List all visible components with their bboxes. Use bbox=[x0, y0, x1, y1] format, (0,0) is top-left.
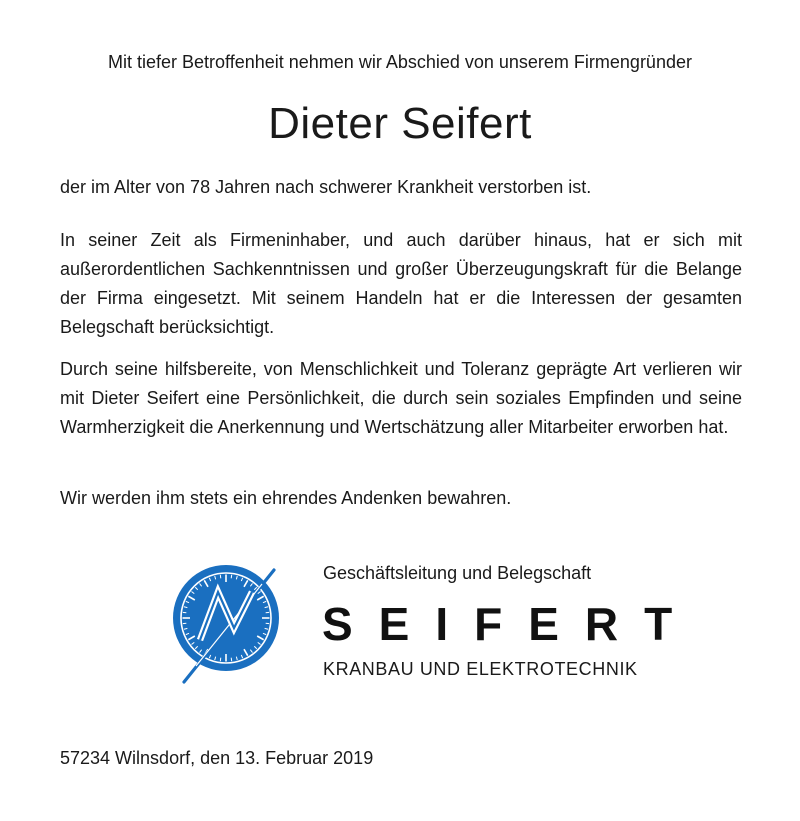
paragraph-age: der im Alter von 78 Jahren nach schwerer Krankheit verstorben ist. bbox=[60, 177, 592, 197]
paragraph-character: Durch seine hilfsbereite, von Menschlichkeit und Toleranz geprägte Art verlieren wir mit Dieter Seifert eine Persönlichkeit, die durch sein soziales Empfinden und seine Warmherzigkeit die Anerkennung und Wertschätzung aller Mitarbeiter erworben hat. bbox=[60, 359, 742, 437]
place-date: 57234 Wilnsdorf, den 13. Februar 2019 bbox=[60, 748, 374, 768]
signatory: Geschäftsleitung und Belegschaft bbox=[323, 563, 592, 583]
intro-line: Mit tiefer Betroffenheit nehmen wir Abschied von unserem Firmengründer bbox=[108, 52, 692, 72]
paragraph-remembrance: Wir werden ihm stets ein ehrendes Andenken bewahren. bbox=[60, 488, 512, 508]
seifert-logo-icon bbox=[170, 562, 282, 690]
deceased-name: Dieter Seifert bbox=[268, 99, 532, 148]
company-subtitle: KRANBAU UND ELEKTROTECHNIK bbox=[323, 659, 638, 679]
paragraph-career: In seiner Zeit als Firmeninhaber, und auch darüber hinaus, hat er sich mit außerordentlichen Sachkenntnissen und großer Überzeugungskraft für die Belange der Firma eingesetzt. Mit seinem Handeln hat er die Interessen der gesamten Belegschaft berücksichtigt. bbox=[60, 230, 742, 337]
company-name: SEIFERT bbox=[322, 598, 699, 650]
